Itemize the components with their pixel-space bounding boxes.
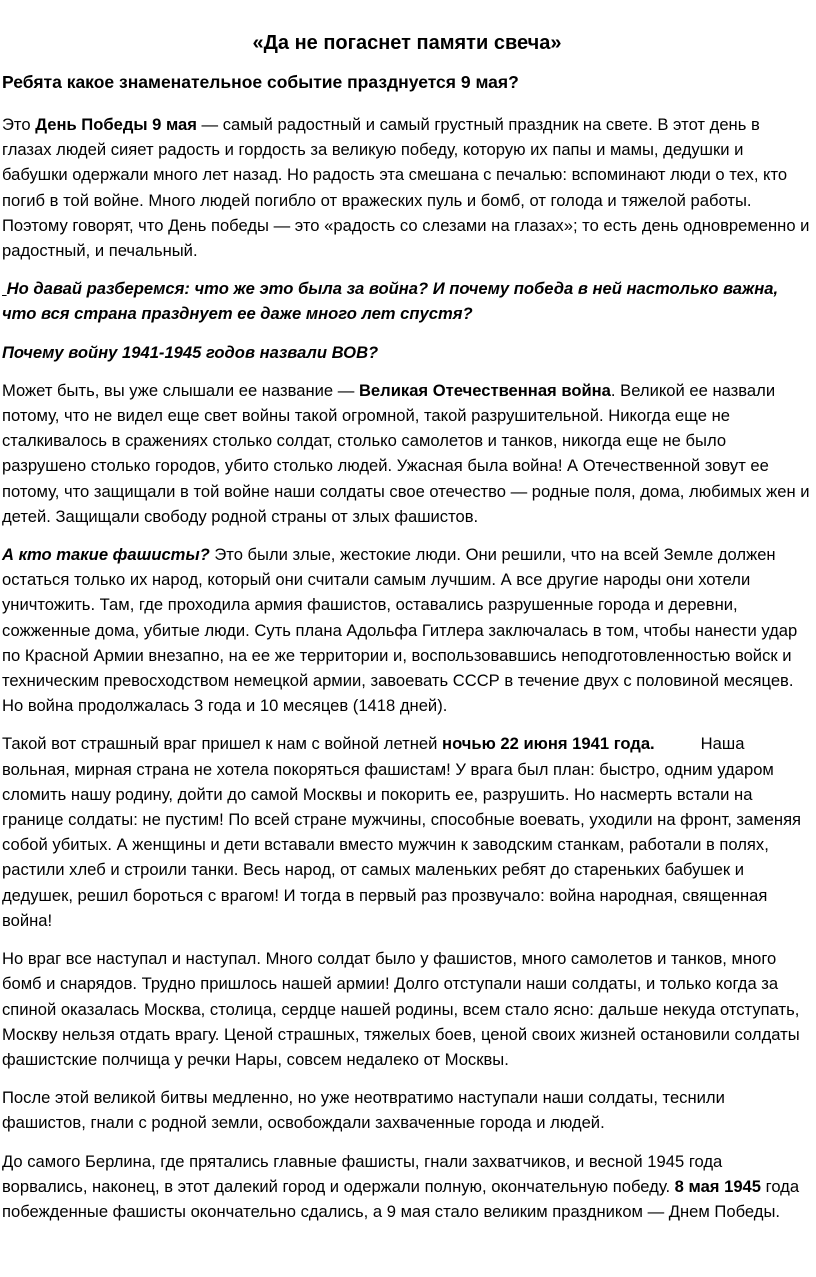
- p4-pre: Такой вот страшный враг пришел к нам с войной летней: [2, 734, 443, 754]
- q1-text: Но давай разберемся: что же это была за война? И почему победа в ней настолько важна, что вся страна празднует ее даже много лет спустя?: [2, 279, 779, 324]
- document-title: «Да не погаснет памяти свеча»: [252, 32, 562, 54]
- question-heading: Ребята какое знаменательное событие празднуется 9 мая?: [2, 72, 519, 92]
- question-why-important: [2, 276, 812, 326]
- paragraph-advance: После этой великой битвы медленно, но уже неотвратимо наступали наши солдаты, теснили фашистов, гнали с родной земли, освобождали захваченные города и людей.: [2, 1088, 725, 1133]
- p2-pre: Может быть, вы уже слышали ее название —: [2, 380, 359, 400]
- paragraph-june-22: [2, 731, 812, 933]
- p1-bold: День Победы 9 мая: [35, 115, 197, 134]
- p3-rest: Это были злые, жестокие люди. Они решили, что на всей Земле должен остаться только их народ, который они считали самым лучшим. А все другие народы они хотели уничтожить. Там, где проходила армия фашистов, оставались разрушенные города и деревни, сожженные дома, убитые люди. Суть плана Адольфа Гитлера заключалась в том, чтобы нанести удар по Красной Армии внезапно, на ее же территории и, воспользовавшись неподготовленностью войск и техническим превосходством немецкой армии, завоевать СССР в течение двух с половиной месяцев. Но война продолжалась 3 года и 10 месяцев (1418 дней).: [2, 545, 798, 716]
- p7-pre: До самого Берлина, где прятались главные фашисты, гнали захватчиков, и весной 1945 года ворвались, наконец, в этот далекий город и одержали полную, окончательную победу.: [2, 1151, 723, 1196]
- question-why-vov: Почему войну 1941-1945 годов назвали ВОВ?: [2, 342, 379, 362]
- paragraph-great-patriotic-war: [2, 378, 812, 529]
- p7-rest: года побежденные фашисты окончательно сдались, а 9 мая стало великим праздником — Днем Победы.: [2, 1176, 800, 1221]
- p4-bold: ночью 22 июня 1941 года.: [442, 734, 655, 754]
- p4-rest: Наша вольная, мирная страна не хотела покоряться фашистам! У врага был план: быстро, одним ударом сломить нашу родину, дойти до самой Москвы и покорить ее, разрушить. Но насмерть встали на границе солдаты: не пустим! По всей стране мужчины, способные воевать, уходили на фронт, заменяя собой убитых. А женщины и дети вставали вместо мужчин к заводским станкам, работали в полях, растили хлеб и строили танки. Весь народ, от самых маленьких ребят до стареньких бабушек и дедушек, решил бороться с врагом! И тогда в первый раз прозвучало: война народная, священная война!: [2, 734, 802, 930]
- paragraph-victory-day: [2, 112, 812, 263]
- p2-bold: Великая Отечественная война: [358, 380, 611, 400]
- paragraph-fascists: [2, 542, 812, 718]
- p2-rest: . Великой ее назвали потому, что не видел еще свет войны такой огромной, такой разрушительной. Никогда еще не сталкивалось в сражениях столько солдат, столько самолетов и танков, никогда еще не было разрушено столько городов, убито столько людей. Ужасная была война! А Отечественной зовут ее потому, что защищали в той войне наши солдаты свое отечество — родные поля, дома, любимых жен и детей. Защищали свободу родной страны от злых фашистов.: [2, 380, 810, 526]
- paragraph-moscow: Но враг все наступал и наступал. Много солдат было у фашистов, много самолетов и танков, много бомб и снарядов. Трудно пришлось нашей армии! Долго отступали наши солдаты, и только когда за спиной оказалась Москва, столица, сердце нашей родины, всем стало ясно: дальше некуда отступать, Москву нельзя отдать врагу. Ценой страшных, тяжелых боев, ценой своих жизней остановили солдаты фашистские полчища у речки Нары, совсем недалеко от Москвы.: [2, 949, 800, 1069]
- p1-rest: — самый радостный и самый грустный праздник на свете. В этот день в глазах людей сияет радость и гордость за великую победу, которую их папы и мамы, дедушки и бабушки одержали много лет назад. Но радость эта смешана с печалью: вспоминают люди о тех, кто погиб в той войне. Много людей погибло от вражеских пуль и бомб, от голода и тяжелой работы. Поэтому говорят, что День победы — это «радость со слезами на глазах»; то есть день одновременно и радостный, и печальный.: [2, 115, 810, 261]
- p7-bold: 8 мая 1945: [674, 1176, 762, 1196]
- p1-pre: Это: [2, 115, 36, 134]
- paragraph-berlin: [2, 1149, 812, 1225]
- p3-lead: А кто такие фашисты?: [2, 545, 210, 565]
